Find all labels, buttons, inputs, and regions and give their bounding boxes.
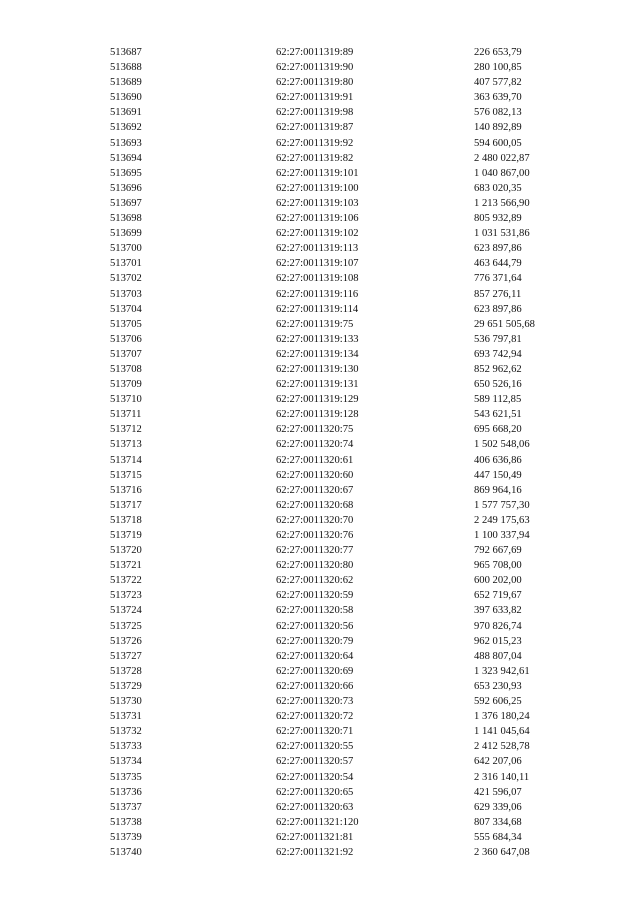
row-id-cell: 513733 [110,741,142,753]
row-id-cell: 513737 [110,801,142,813]
value-cell: 488 807,04 [474,650,522,662]
row-id-cell: 513739 [110,831,142,843]
value-cell: 589 112,85 [474,394,522,406]
table-row [110,181,584,196]
row-id-cell: 513697 [110,197,142,209]
value-cell: 543 621,51 [474,409,522,421]
row-id-cell: 513725 [110,620,142,632]
cadastral-number-cell: 62:27:0011320:77 [276,545,354,557]
cadastral-number-cell: 62:27:0011320:80 [276,560,354,572]
value-cell: 970 826,74 [474,620,522,632]
row-id-cell: 513719 [110,530,142,541]
row-id-cell: 513700 [110,243,142,255]
cadastral-number-cell: 62:27:0011320:55 [276,741,354,753]
row-id-cell: 513692 [110,122,142,134]
cadastral-number-cell: 62:27:0011319:107 [276,258,359,270]
row-id-cell: 513715 [110,469,142,481]
table-row [110,573,584,588]
value-cell: 536 797,81 [474,333,522,345]
table-row [110,317,584,332]
table-row [110,739,584,754]
table-row [110,558,584,573]
row-id-cell: 513736 [110,786,142,798]
cadastral-number-cell: 62:27:0011320:61 [276,454,354,466]
row-id-cell: 513711 [110,409,142,421]
table-row [110,845,584,860]
row-id-cell: 513689 [110,77,142,89]
value-cell: 1 502 548,06 [474,439,530,451]
value-cell: 869 964,16 [474,484,522,496]
table-row [110,694,584,709]
value-cell: 1 376 180,24 [474,711,530,723]
table-row [110,664,584,679]
cadastral-number-cell: 62:27:0011320:57 [276,756,354,768]
table-body [110,45,584,860]
cadastral-number-cell: 62:27:0011319:134 [276,348,359,360]
value-cell: 29 651 505,68 [474,318,535,330]
value-cell: 2 360 647,08 [474,846,530,858]
cadastral-number-cell: 62:27:0011320:66 [276,680,354,692]
table-row [110,60,584,75]
value-cell: 406 636,86 [474,454,522,466]
cadastral-number-cell: 62:27:0011320:73 [276,696,354,708]
row-id-cell: 513710 [110,394,142,406]
cadastral-number-cell: 62:27:0011320:60 [276,469,354,481]
cadastral-number-cell: 62:27:0011320:79 [276,635,354,647]
cadastral-number-cell: 62:27:0011319:114 [276,303,359,315]
cadastral-number-cell: 62:27:0011320:68 [276,499,354,511]
row-id-cell: 513734 [110,756,142,768]
cadastral-number-cell: 62:27:0011319:91 [276,92,354,104]
cadastral-number-cell: 62:27:0011319:75 [276,318,354,330]
value-cell: 792 667,69 [474,545,522,557]
cadastral-number-cell: 62:27:0011320:62 [276,575,354,587]
row-id-cell: 513735 [110,771,142,783]
row-id-cell: 513728 [110,665,142,677]
row-id-cell: 513699 [110,228,142,240]
row-id-cell: 513717 [110,499,142,511]
row-id-cell: 513704 [110,303,142,315]
row-id-cell: 513701 [110,258,142,270]
table-row [110,513,584,528]
value-cell: 1 577 757,30 [474,499,530,511]
value-cell: 642 207,06 [474,756,522,768]
table-row [110,422,584,437]
value-cell: 555 684,34 [474,831,522,843]
row-id-cell: 513712 [110,424,142,436]
row-id-cell: 513687 [110,47,142,58]
table-row [110,287,584,302]
table-row [110,362,584,377]
row-id-cell: 513738 [110,816,142,828]
table-row [110,498,584,513]
table-row [110,483,584,498]
value-cell: 693 742,94 [474,348,522,360]
value-cell: 653 230,93 [474,680,522,692]
cadastral-number-cell: 62:27:0011319:101 [276,167,359,179]
table-row [110,332,584,347]
cadastral-number-cell: 62:27:0011319:87 [276,122,354,134]
value-cell: 2 412 528,78 [474,741,530,753]
cadastral-number-cell: 62:27:0011320:76 [276,530,354,541]
value-cell: 421 596,07 [474,786,522,798]
value-cell: 683 020,35 [474,182,522,194]
cadastral-number-cell: 62:27:0011319:102 [276,228,359,240]
cadastral-number-cell: 62:27:0011320:56 [276,620,354,632]
row-id-cell: 513694 [110,152,142,164]
value-cell: 695 668,20 [474,424,522,436]
table-row [110,603,584,618]
table-row [110,105,584,120]
value-cell: 1 100 337,94 [474,530,530,541]
value-cell: 1 040 867,00 [474,167,530,179]
table-row [110,151,584,166]
table-row [110,528,584,543]
table-row [110,724,584,739]
row-id-cell: 513690 [110,92,142,104]
cadastral-number-cell: 62:27:0011320:58 [276,605,354,617]
value-cell: 962 015,23 [474,635,522,647]
row-id-cell: 513720 [110,545,142,557]
table-row [110,709,584,724]
table-row [110,468,584,483]
table-row [110,45,584,60]
value-cell: 805 932,89 [474,213,522,225]
cadastral-number-cell: 62:27:0011319:106 [276,213,359,225]
value-cell: 226 653,79 [474,47,522,58]
row-id-cell: 513705 [110,318,142,330]
data-table [110,45,584,860]
cadastral-number-cell: 62:27:0011319:80 [276,77,354,89]
cadastral-number-cell: 62:27:0011319:82 [276,152,354,164]
cadastral-number-cell: 62:27:0011319:133 [276,333,359,345]
value-cell: 776 371,64 [474,273,522,285]
table-row [110,90,584,105]
table-row [110,634,584,649]
row-id-cell: 513718 [110,514,142,526]
value-cell: 650 526,16 [474,379,522,391]
row-id-cell: 513713 [110,439,142,451]
table-row [110,407,584,422]
value-cell: 857 276,11 [474,288,522,300]
value-cell: 140 892,89 [474,122,522,134]
cadastral-number-cell: 62:27:0011319:108 [276,273,359,285]
row-id-cell: 513698 [110,213,142,225]
cadastral-number-cell: 62:27:0011320:74 [276,439,354,451]
cadastral-number-cell: 62:27:0011319:128 [276,409,359,421]
cadastral-number-cell: 62:27:0011319:89 [276,47,354,58]
row-id-cell: 513716 [110,484,142,496]
table-row [110,392,584,407]
cadastral-number-cell: 62:27:0011320:72 [276,711,354,723]
table-row [110,347,584,362]
table-row [110,453,584,468]
cadastral-number-cell: 62:27:0011321:120 [276,816,359,828]
value-cell: 447 150,49 [474,469,522,481]
row-id-cell: 513703 [110,288,142,300]
row-id-cell: 513740 [110,846,142,858]
cadastral-number-cell: 62:27:0011320:67 [276,484,354,496]
table-row [110,785,584,800]
value-cell: 463 644,79 [474,258,522,270]
value-cell: 2 480 022,87 [474,152,530,164]
cadastral-number-cell: 62:27:0011319:92 [276,137,354,149]
value-cell: 1 323 942,61 [474,665,530,677]
table-row [110,136,584,151]
value-cell: 623 897,86 [474,243,522,255]
value-cell: 1 031 531,86 [474,228,530,240]
row-id-cell: 513723 [110,590,142,602]
row-id-cell: 513696 [110,182,142,194]
cadastral-number-cell: 62:27:0011319:100 [276,182,359,194]
row-id-cell: 513726 [110,635,142,647]
table-row [110,256,584,271]
table-row [110,543,584,558]
row-id-cell: 513724 [110,605,142,617]
cadastral-number-cell: 62:27:0011320:59 [276,590,354,602]
row-id-cell: 513732 [110,726,142,738]
cadastral-number-cell: 62:27:0011319:90 [276,62,354,74]
cadastral-number-cell: 62:27:0011319:131 [276,379,359,391]
cadastral-number-cell: 62:27:0011321:92 [276,846,354,858]
row-id-cell: 513693 [110,137,142,149]
table-row [110,619,584,634]
table-row [110,75,584,90]
cadastral-number-cell: 62:27:0011319:98 [276,107,354,119]
cadastral-number-cell: 62:27:0011320:63 [276,801,354,813]
table-row [110,211,584,226]
cadastral-number-cell: 62:27:0011319:130 [276,363,359,375]
row-id-cell: 513729 [110,680,142,692]
row-id-cell: 513708 [110,363,142,375]
cadastral-number-cell: 62:27:0011320:54 [276,771,354,783]
value-cell: 1 213 566,90 [474,197,530,209]
table-row [110,649,584,664]
row-id-cell: 513731 [110,711,142,723]
cadastral-number-cell: 62:27:0011320:69 [276,665,354,677]
table-row [110,302,584,317]
value-cell: 594 600,05 [474,137,522,149]
cadastral-number-cell: 62:27:0011320:70 [276,514,354,526]
value-cell: 852 962,62 [474,363,522,375]
value-cell: 592 606,25 [474,696,522,708]
table-row [110,770,584,785]
value-cell: 629 339,06 [474,801,522,813]
table-row [110,437,584,452]
row-id-cell: 513730 [110,696,142,708]
table-row [110,166,584,181]
value-cell: 363 639,70 [474,92,522,104]
value-cell: 652 719,67 [474,590,522,602]
value-cell: 807 334,68 [474,816,522,828]
table-row [110,196,584,211]
row-id-cell: 513702 [110,273,142,285]
table-row [110,226,584,241]
value-cell: 965 708,00 [474,560,522,572]
row-id-cell: 513714 [110,454,142,466]
table-row [110,815,584,830]
row-id-cell: 513688 [110,62,142,74]
value-cell: 2 316 140,11 [474,771,530,783]
value-cell: 623 897,86 [474,303,522,315]
row-id-cell: 513706 [110,333,142,345]
row-id-cell: 513721 [110,560,142,572]
cadastral-number-cell: 62:27:0011320:75 [276,424,354,436]
table-row [110,588,584,603]
row-id-cell: 513727 [110,650,142,662]
row-id-cell: 513709 [110,379,142,391]
value-cell: 576 082,13 [474,107,522,119]
value-cell: 2 249 175,63 [474,514,530,526]
row-id-cell: 513691 [110,107,142,119]
row-id-cell: 513707 [110,348,142,360]
cadastral-number-cell: 62:27:0011319:129 [276,394,359,406]
table-row [110,120,584,135]
table-row [110,754,584,769]
value-cell: 1 141 045,64 [474,726,530,738]
table-row [110,679,584,694]
row-id-cell: 513695 [110,167,142,179]
cadastral-number-cell: 62:27:0011320:64 [276,650,354,662]
table-row [110,241,584,256]
table-row [110,271,584,286]
cadastral-number-cell: 62:27:0011319:113 [276,243,359,255]
value-cell: 600 202,00 [474,575,522,587]
value-cell: 397 633,82 [474,605,522,617]
cadastral-number-cell: 62:27:0011320:71 [276,726,354,738]
cadastral-number-cell: 62:27:0011320:65 [276,786,354,798]
table-row [110,830,584,845]
value-cell: 280 100,85 [474,62,522,74]
row-id-cell: 513722 [110,575,142,587]
table-row [110,800,584,815]
cadastral-number-cell: 62:27:0011319:103 [276,197,359,209]
table-row [110,377,584,392]
cadastral-number-cell: 62:27:0011319:116 [276,288,359,300]
cadastral-number-cell: 62:27:0011321:81 [276,831,354,843]
value-cell: 407 577,82 [474,77,522,89]
